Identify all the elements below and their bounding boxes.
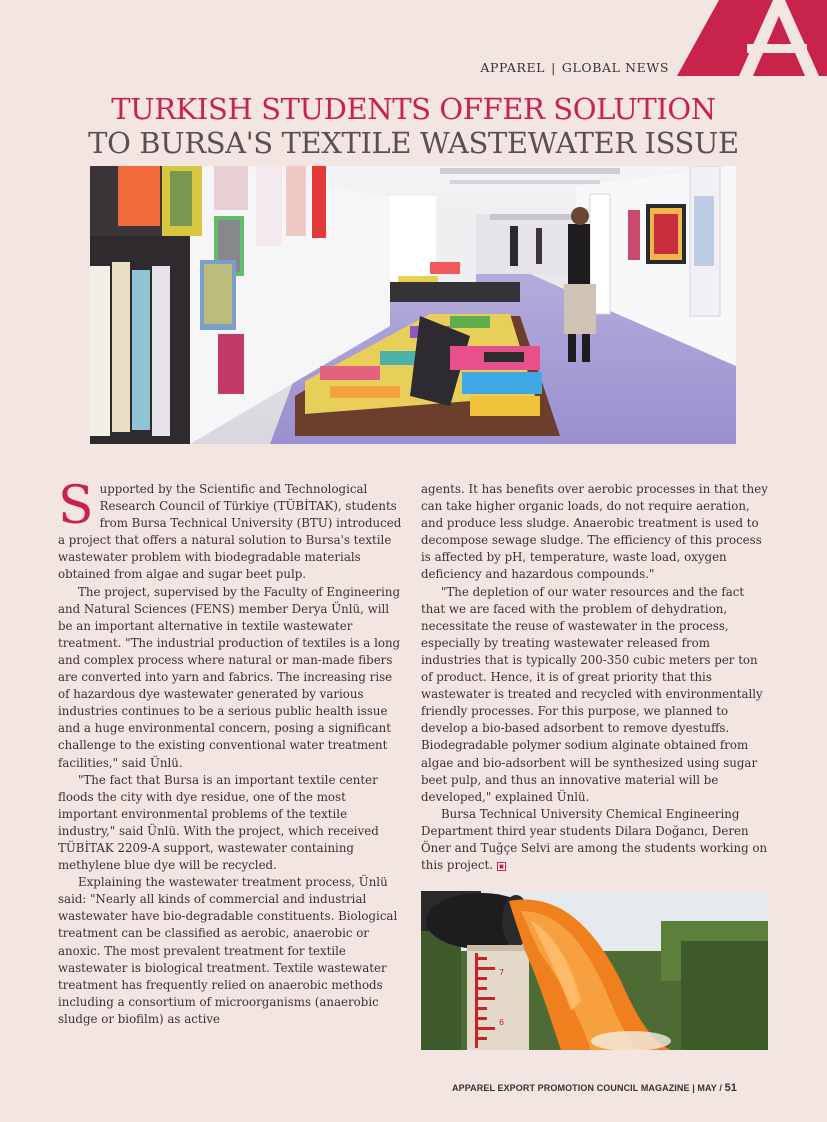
subsection-name: GLOBAL NEWS: [561, 60, 669, 75]
paragraph-4: Explaining the wastewater treatment process, Ünlü said: "Nearly all kinds of commercial and industrial wastewater have bio-degradable constituents. Biological treatment can be classified as aerobic, anaerobic or anoxic. The most prevalent treatment for textile wastewater is biological treatment. Textile wastewater treatment has frequently relied on anaerobic methods including a consortium of microorganisms (anaerobic sludge or biofilm) as active: [58, 875, 398, 1026]
paragraph-3: "The fact that Bursa is an important textile center floods the city with dye residue, one of the most important environmental problems of the textile industry," said Ünlü. With the project, which received TÜBİTAK 2209-A support, wastewater containing methylene blue dye will be recycled.: [58, 772, 379, 873]
brand-letter-a-icon: [677, 0, 827, 76]
title-line-1: TURKISH STUDENTS OFFER SOLUTION: [111, 92, 716, 126]
brand-corner-tab: [677, 0, 827, 76]
page-footer: [452, 1082, 737, 1094]
article-column-right: [421, 481, 769, 874]
paragraph-4-continued: agents. It has benefits over aerobic processes in that they can take higher organic loads, do not require aeration, and produce less sludge. Anaerobic treatment is used to decompose sewage sludge. The efficiency of this process is affected by pH, temperature, waste load, oxygen deficiency and hazardous compounds.": [421, 482, 768, 582]
section-separator: |: [551, 60, 556, 75]
wastewater-discharge-photo: [421, 891, 768, 1050]
paragraph-1-text: upported by the Scientific and Technological Research Council of Türkiye (TÜBİTAK), students from Bursa Technical University (BTU) introduced a project that offers a natural solution to Bursa's textile wastewater problem with biodegradable materials obtained from algae and sugar beet pulp.: [58, 482, 402, 582]
title-line-2: TO BURSA'S TEXTILE WASTEWATER ISSUE: [88, 126, 739, 160]
end-of-article-icon: [497, 862, 506, 871]
article-column-left: [58, 476, 403, 1028]
section-label: [480, 60, 669, 75]
footer-magazine-name: APPAREL EXPORT PROMOTION COUNCIL MAGAZINE | MAY /: [452, 1083, 722, 1093]
paragraph-6-text: Bursa Technical University Chemical Engineering Department third year students Dilara Doğancı, Deren Öner and Tuğçe Selvi are among the students working on this project.: [421, 806, 768, 873]
gauge-mark-upper: 7: [499, 968, 505, 977]
page-number: 51: [724, 1082, 737, 1094]
exhibition-hall-photo: [90, 166, 736, 444]
article-title: [0, 92, 827, 160]
paragraph-5: "The depletion of our water resources and the fact that we are faced with the problem of dehydration, necessitate the reuse of wastewater in the process, especially by treating wastewater released from industries that is typically 200-350 cubic meters per ton of product. Hence, it is of great priority that this wastewater is treated and recycled with environmentally friendly processes. For this purpose, we planned to develop a bio-based adsorbent to remove dyestuffs. Biodegradable polymer sodium alginate obtained from algae and bio-adsorbent will be synthesized using sugar beet pulp, and thus an innovative material will be developed," explained Ünlü.: [421, 584, 763, 804]
paragraph-1: [58, 476, 403, 584]
paragraph-2: The project, supervised by the Faculty of Engineering and Natural Sciences (FENS) member Derya Ünlü, will be an important alternative in textile wastewater treatment. "The industrial production of textiles is a long and complex process where natural or man-made fibers are converted into yarn and fabrics. The increasing rise of hazardous dye wastewater generated by various industries continues to be a serious public health issue and a huge environmental concern, posing a significant challenge to the existing conventional water treatment facilities," said Ünlü.: [58, 584, 401, 770]
gauge-mark-lower: 6: [499, 1018, 505, 1027]
drop-cap: S: [58, 476, 94, 536]
paragraph-6: [421, 806, 769, 874]
section-name: APPAREL: [480, 60, 546, 75]
